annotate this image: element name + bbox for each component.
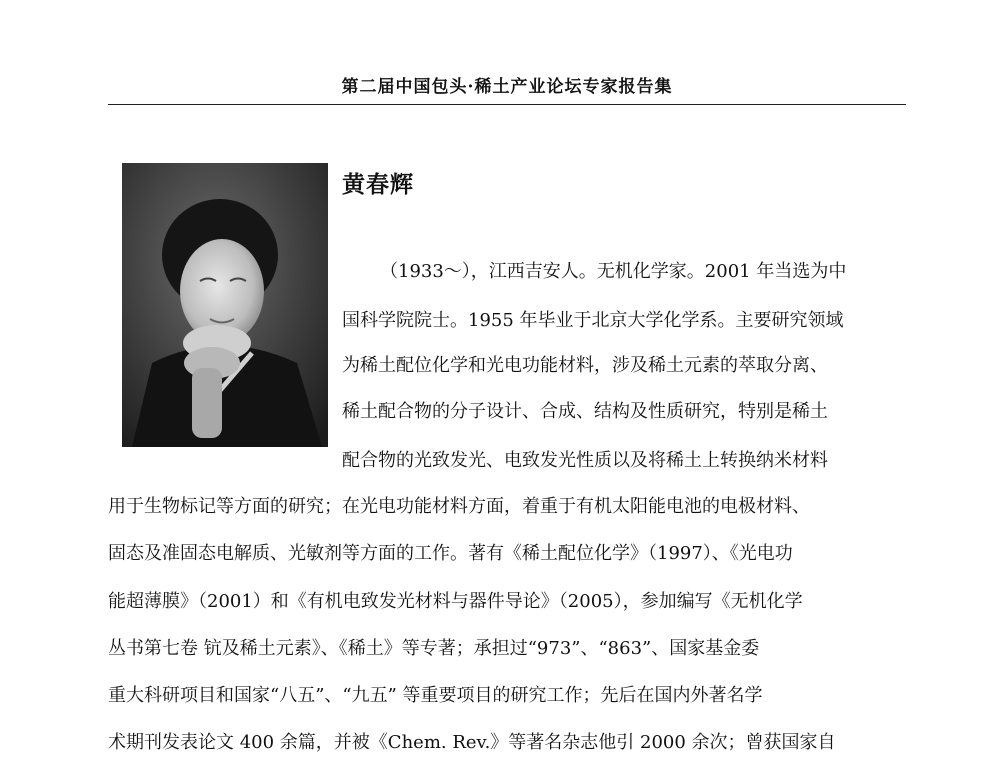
bio-line: 丛书第七卷 钪及稀土元素》、《稀土》等专著；承担过“973”、“863”、国家基金委	[108, 638, 760, 659]
bio-line: 稀土配合物的分子设计、合成、结构及性质研究，特别是稀土	[342, 401, 828, 422]
bio-line: 为稀土配位化学和光电功能材料，涉及稀土元素的萃取分离、	[342, 355, 828, 376]
person-name: 黄春辉	[342, 171, 414, 198]
bio-line: 能超薄膜》（2001）和《有机电致发光材料与器件导论》（2005），参加编写《无机化学	[108, 591, 803, 612]
bio-line: 用于生物标记等方面的研究；在光电功能材料方面，着重于有机太阳能电池的电极材料、	[108, 496, 810, 517]
bio-line: 术期刊发表论文 400 余篇，并被《Chem. Rev.》等著名杂志他引 2000 余次；曾获国家自	[108, 732, 836, 753]
bio-line: 固态及准固态电解质、光敏剂等方面的工作。著有《稀土配位化学》（1997）、《光电功	[108, 543, 793, 564]
header-divider	[108, 104, 906, 105]
page-header-title: 第二届中国包头·稀土产业论坛专家报告集	[341, 77, 673, 97]
bio-line: 重大科研项目和国家“八五”、“九五” 等重要项目的研究工作；先后在国内外著名学	[108, 685, 763, 706]
bio-line: 配合物的光致发光、电致发光性质以及将稀土上转换纳米材料	[342, 450, 828, 471]
portrait-photo	[122, 163, 328, 447]
bio-line: （1933～），江西吉安人。无机化学家。2001 年当选为中	[380, 261, 847, 282]
bio-line: 国科学院院士。1955 年毕业于北京大学化学系。主要研究领域	[342, 310, 844, 331]
